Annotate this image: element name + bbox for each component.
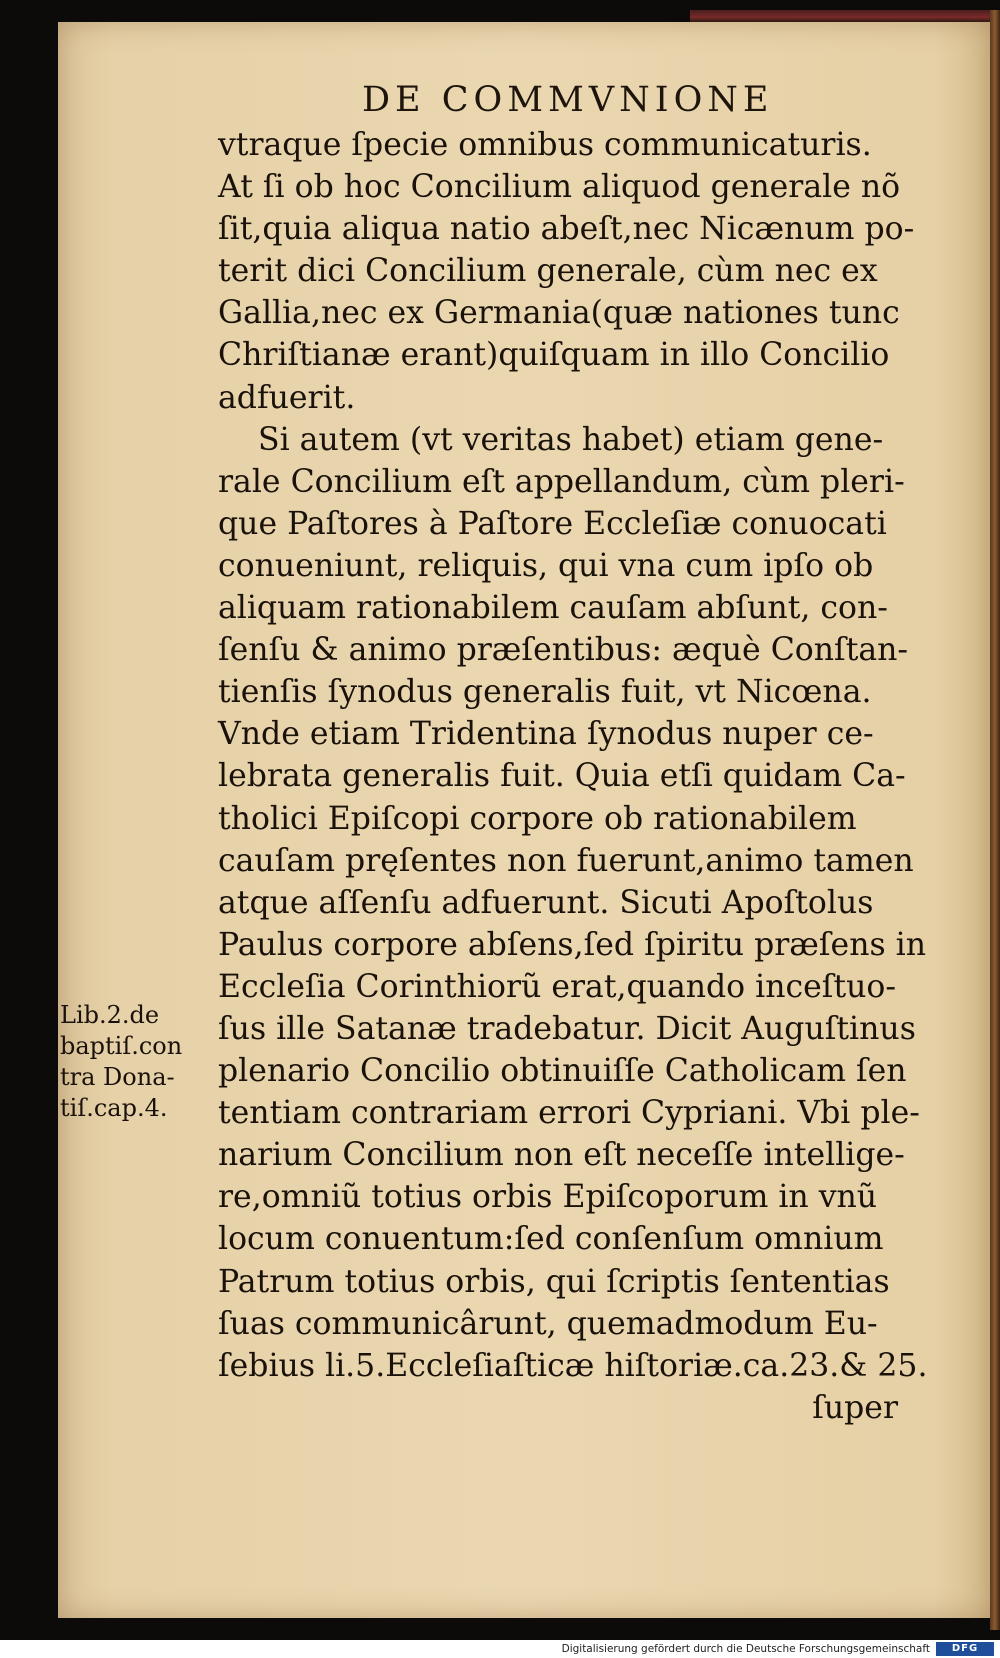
margin-note-line: Lib.2.de: [60, 1001, 160, 1029]
running-head: DE COMMVNIONE: [362, 80, 774, 120]
margin-note-line: tra Dona-: [60, 1063, 175, 1091]
margin-note-line: baptiſ.con: [60, 1032, 183, 1060]
margin-note: [60, 1000, 220, 1124]
text-line: lebrata generalis fuit. Quia etſi quidam Ca-: [218, 758, 906, 795]
text-line: ſenſu & animo præſentibus: æquè Conſtan-: [218, 632, 909, 669]
book-edge-right: [990, 10, 1000, 1630]
footer-bar: [0, 1640, 1000, 1658]
text-line: plenario Concilio obtinuiſſe Catholicam ſen: [218, 1053, 907, 1090]
dfg-logo: DFG: [936, 1642, 994, 1656]
text-line: tentiam contrariam errori Cypriani. Vbi ple-: [218, 1095, 920, 1132]
text-line: aliquam rationabilem cauſam abſunt, con-: [218, 590, 888, 627]
text-line: terit dici Concilium generale, cùm nec ex: [218, 253, 878, 290]
text-line: cauſam pręſentes non fuerunt,animo tamen: [218, 842, 914, 879]
text-line: ſit,quia aliqua natio abeſt,nec Nicænum po-: [218, 211, 915, 248]
text-line: Vnde etiam Tridentina ſynodus nuper ce-: [218, 716, 874, 753]
text-line: que Paſtores à Paſtore Eccleſiæ conuocati: [218, 505, 887, 542]
text-line: atque aſſenſu adfuerunt. Sicuti Apoſtolus: [218, 884, 874, 921]
text-line: locum conuentum:ſed conſenſum omnium: [218, 1221, 884, 1258]
text-line: Patrum totius orbis, qui ſcriptis ſententias: [218, 1263, 890, 1300]
text-line: ſus ille Satanæ tradebatur. Dicit Auguſtinus: [218, 1010, 916, 1047]
text-line: ſuas communicârunt, quemadmodum Eu-: [218, 1305, 878, 1342]
body-text: [218, 124, 928, 1429]
text-line: tholici Epiſcopi corpore ob rationabilem: [218, 800, 857, 837]
text-line: narium Concilium non eſt neceſſe intellige-: [218, 1137, 905, 1174]
text-line: Eccleſia Corinthiorũ erat,quando inceſtuo-: [218, 968, 897, 1005]
text-line: adfuerit.: [218, 379, 356, 416]
text-line: Chriſtianæ erant)quiſquam in illo Concilio: [218, 337, 890, 374]
text-line: At ſi ob hoc Concilium aliquod generale nõ: [218, 169, 901, 206]
funding-credit: Digitalisierung gefördert durch die Deutsche Forschungsgemeinschaft: [561, 1643, 930, 1655]
text-line: rale Concilium eſt appellandum, cùm pleri-: [218, 463, 905, 500]
book-edge-top: [690, 10, 990, 22]
margin-note-line: tiſ.cap.4.: [60, 1094, 168, 1122]
text-line: conueniunt, reliquis, qui vna cum ipſo ob: [218, 547, 874, 584]
text-line: ſebius li.5.Eccleſiaſticæ hiſtoriæ.ca.23.& 25.: [218, 1347, 928, 1384]
text-line: vtraque ſpecie omnibus communicaturis.: [218, 127, 872, 163]
text-line: Si autem (vt veritas habet) etiam gene-: [258, 421, 884, 458]
text-line: Paulus corpore abſens,ſed ſpiritu præſens in: [218, 926, 927, 963]
catchword: ſuper: [812, 1389, 898, 1426]
text-line: tienſis ſynodus generalis fuit, vt Nicœna.: [218, 674, 872, 711]
text-line: re,omniũ totius orbis Epiſcoporum in vnũ: [218, 1179, 878, 1216]
text-line: Gallia,nec ex Germania(quæ nationes tunc: [218, 295, 900, 332]
